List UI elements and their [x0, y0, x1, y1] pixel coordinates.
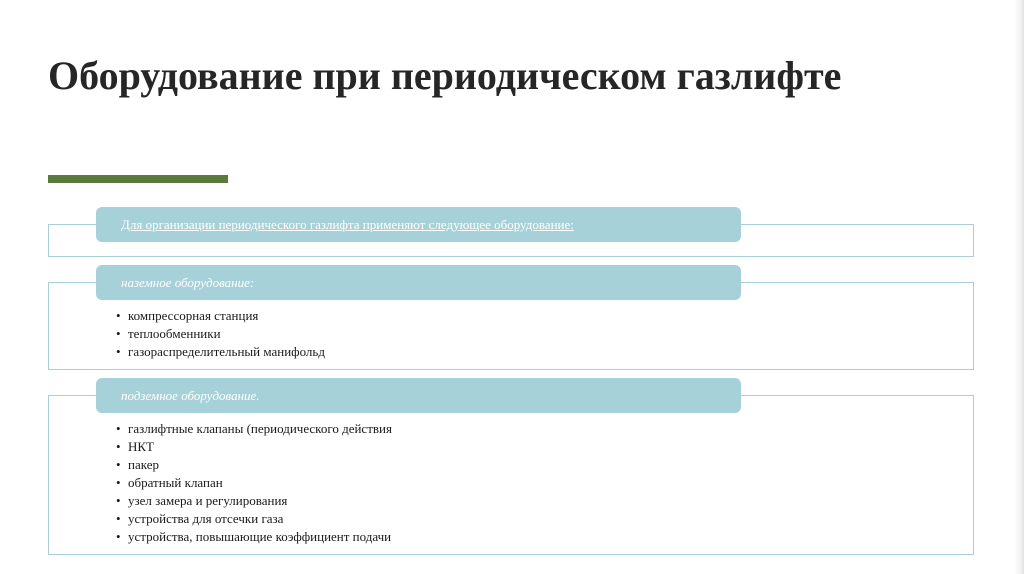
list-item	[116, 492, 392, 510]
list-item	[116, 343, 325, 361]
ground-equipment-list	[116, 307, 325, 361]
bullet: •	[116, 308, 121, 323]
list-item	[116, 474, 392, 492]
list-item	[116, 307, 325, 325]
bullet: •	[116, 511, 121, 526]
list-item	[116, 438, 392, 456]
list-item-text: НКТ	[128, 439, 154, 454]
bullet: •	[116, 475, 121, 490]
underground-equipment-list	[116, 420, 392, 546]
ground-equipment-heading: наземное оборудование:	[121, 275, 255, 290]
list-item-text: газлифтные клапаны (периодического действия	[128, 421, 392, 436]
ground-equipment-header	[96, 265, 741, 300]
list-item-text: компрессорная станция	[128, 308, 259, 323]
list-item-text: газораспределительный манифольд	[128, 344, 325, 359]
list-item-text: обратный клапан	[128, 475, 223, 490]
list-item	[116, 456, 392, 474]
bullet: •	[116, 439, 121, 454]
list-item-text: устройства для отсечки газа	[128, 511, 284, 526]
bullet: •	[116, 457, 121, 472]
bullet: •	[116, 326, 121, 341]
slide-title: Оборудование при периодическом газлифте	[48, 53, 842, 98]
bullet: •	[116, 344, 121, 359]
underground-equipment-header	[96, 378, 741, 413]
intro-text: Для организации периодического газлифта применяют следующее оборудование:	[121, 217, 574, 232]
slide-edge-shadow	[1014, 0, 1024, 574]
intro-header	[96, 207, 741, 242]
list-item	[116, 528, 392, 546]
bullet: •	[116, 529, 121, 544]
list-item-text: узел замера и регулирования	[128, 493, 288, 508]
list-item	[116, 420, 392, 438]
bullet: •	[116, 493, 121, 508]
list-item	[116, 510, 392, 528]
list-item-text: устройства, повышающие коэффициент подачи	[128, 529, 392, 544]
underground-equipment-heading: подземное оборудование.	[121, 388, 260, 403]
list-item-text: теплообменники	[128, 326, 221, 341]
title-accent-bar	[48, 175, 228, 183]
bullet: •	[116, 421, 121, 436]
list-item-text: пакер	[128, 457, 159, 472]
list-item	[116, 325, 325, 343]
